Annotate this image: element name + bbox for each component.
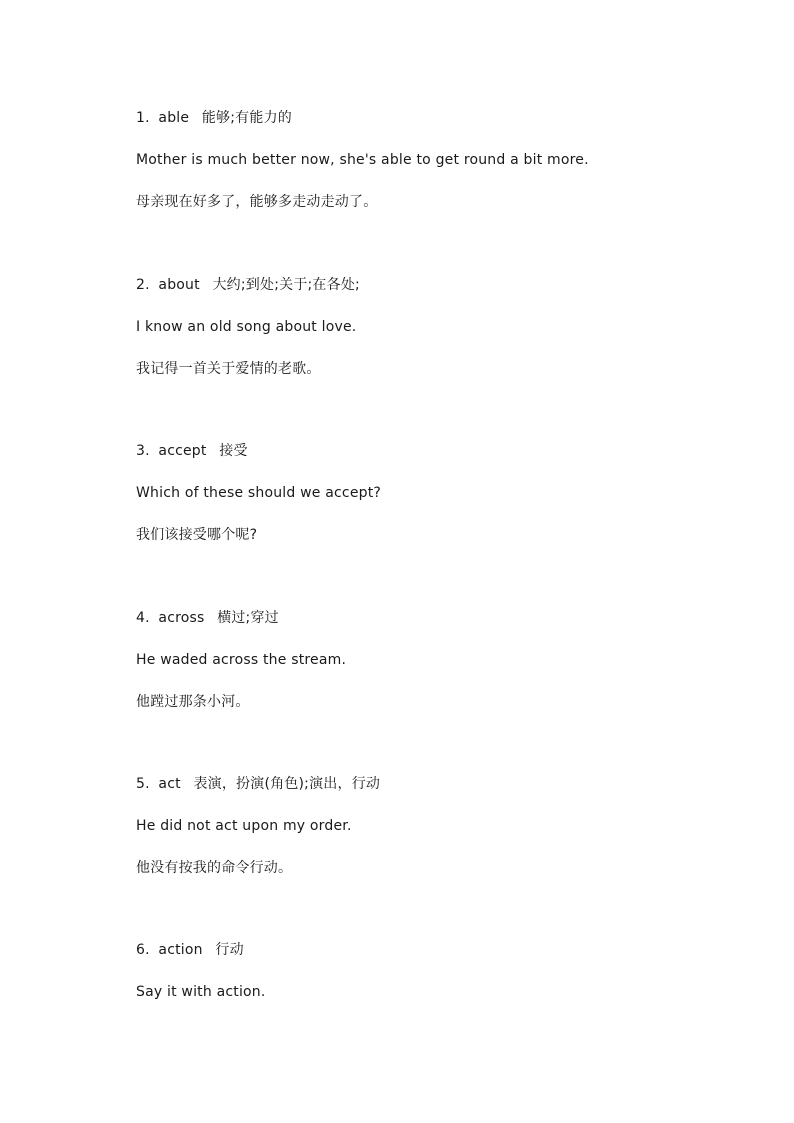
entry-word: able [158,110,190,126]
example-sentence-chinese: 他蹚过那条小河。 [136,694,250,710]
entry-number: 4. [136,610,150,626]
entry-word: accept [158,443,207,459]
entry-number: 3. [136,443,150,459]
example-sentence-english: He waded across the stream. [136,652,347,668]
entry-meaning: 大约;到处;关于;在各处; [212,277,360,293]
entry-number: 5. [136,776,150,792]
entry-meaning: 接受 [219,443,248,459]
entry-heading [136,609,279,627]
entry-heading [136,941,244,959]
example-sentence-chinese: 母亲现在好多了，能够多走动走动了。 [136,194,378,210]
entry-meaning: 表演，扮演(角色);演出，行动 [193,776,381,792]
example-sentence-english: Say it with action. [136,984,266,1000]
example-sentence-chinese: 我记得一首关于爱情的老歌。 [136,361,321,377]
example-sentence-chinese: 我们该接受哪个呢? [136,527,258,543]
entry-heading [136,775,380,793]
example-sentence-english: Mother is much better now, she's able to get round a bit more. [136,152,589,168]
entry-number: 1. [136,110,150,126]
entry-meaning: 能够;有能力的 [201,110,292,126]
entry-word: across [158,610,205,626]
example-sentence-english: Which of these should we accept? [136,485,382,501]
example-sentence-english: He did not act upon my order. [136,818,352,834]
example-sentence-english: I know an old song about love. [136,319,357,335]
entry-word: act [158,776,181,792]
entry-heading [136,109,292,127]
entry-meaning: 行动 [215,942,244,958]
entry-number: 2. [136,277,150,293]
example-sentence-chinese: 他没有按我的命令行动。 [136,860,293,876]
entry-word: about [158,277,200,293]
entry-number: 6. [136,942,150,958]
entry-meaning: 横过;穿过 [217,610,279,626]
entry-word: action [158,942,203,958]
entry-heading [136,276,360,294]
entry-heading [136,442,248,460]
